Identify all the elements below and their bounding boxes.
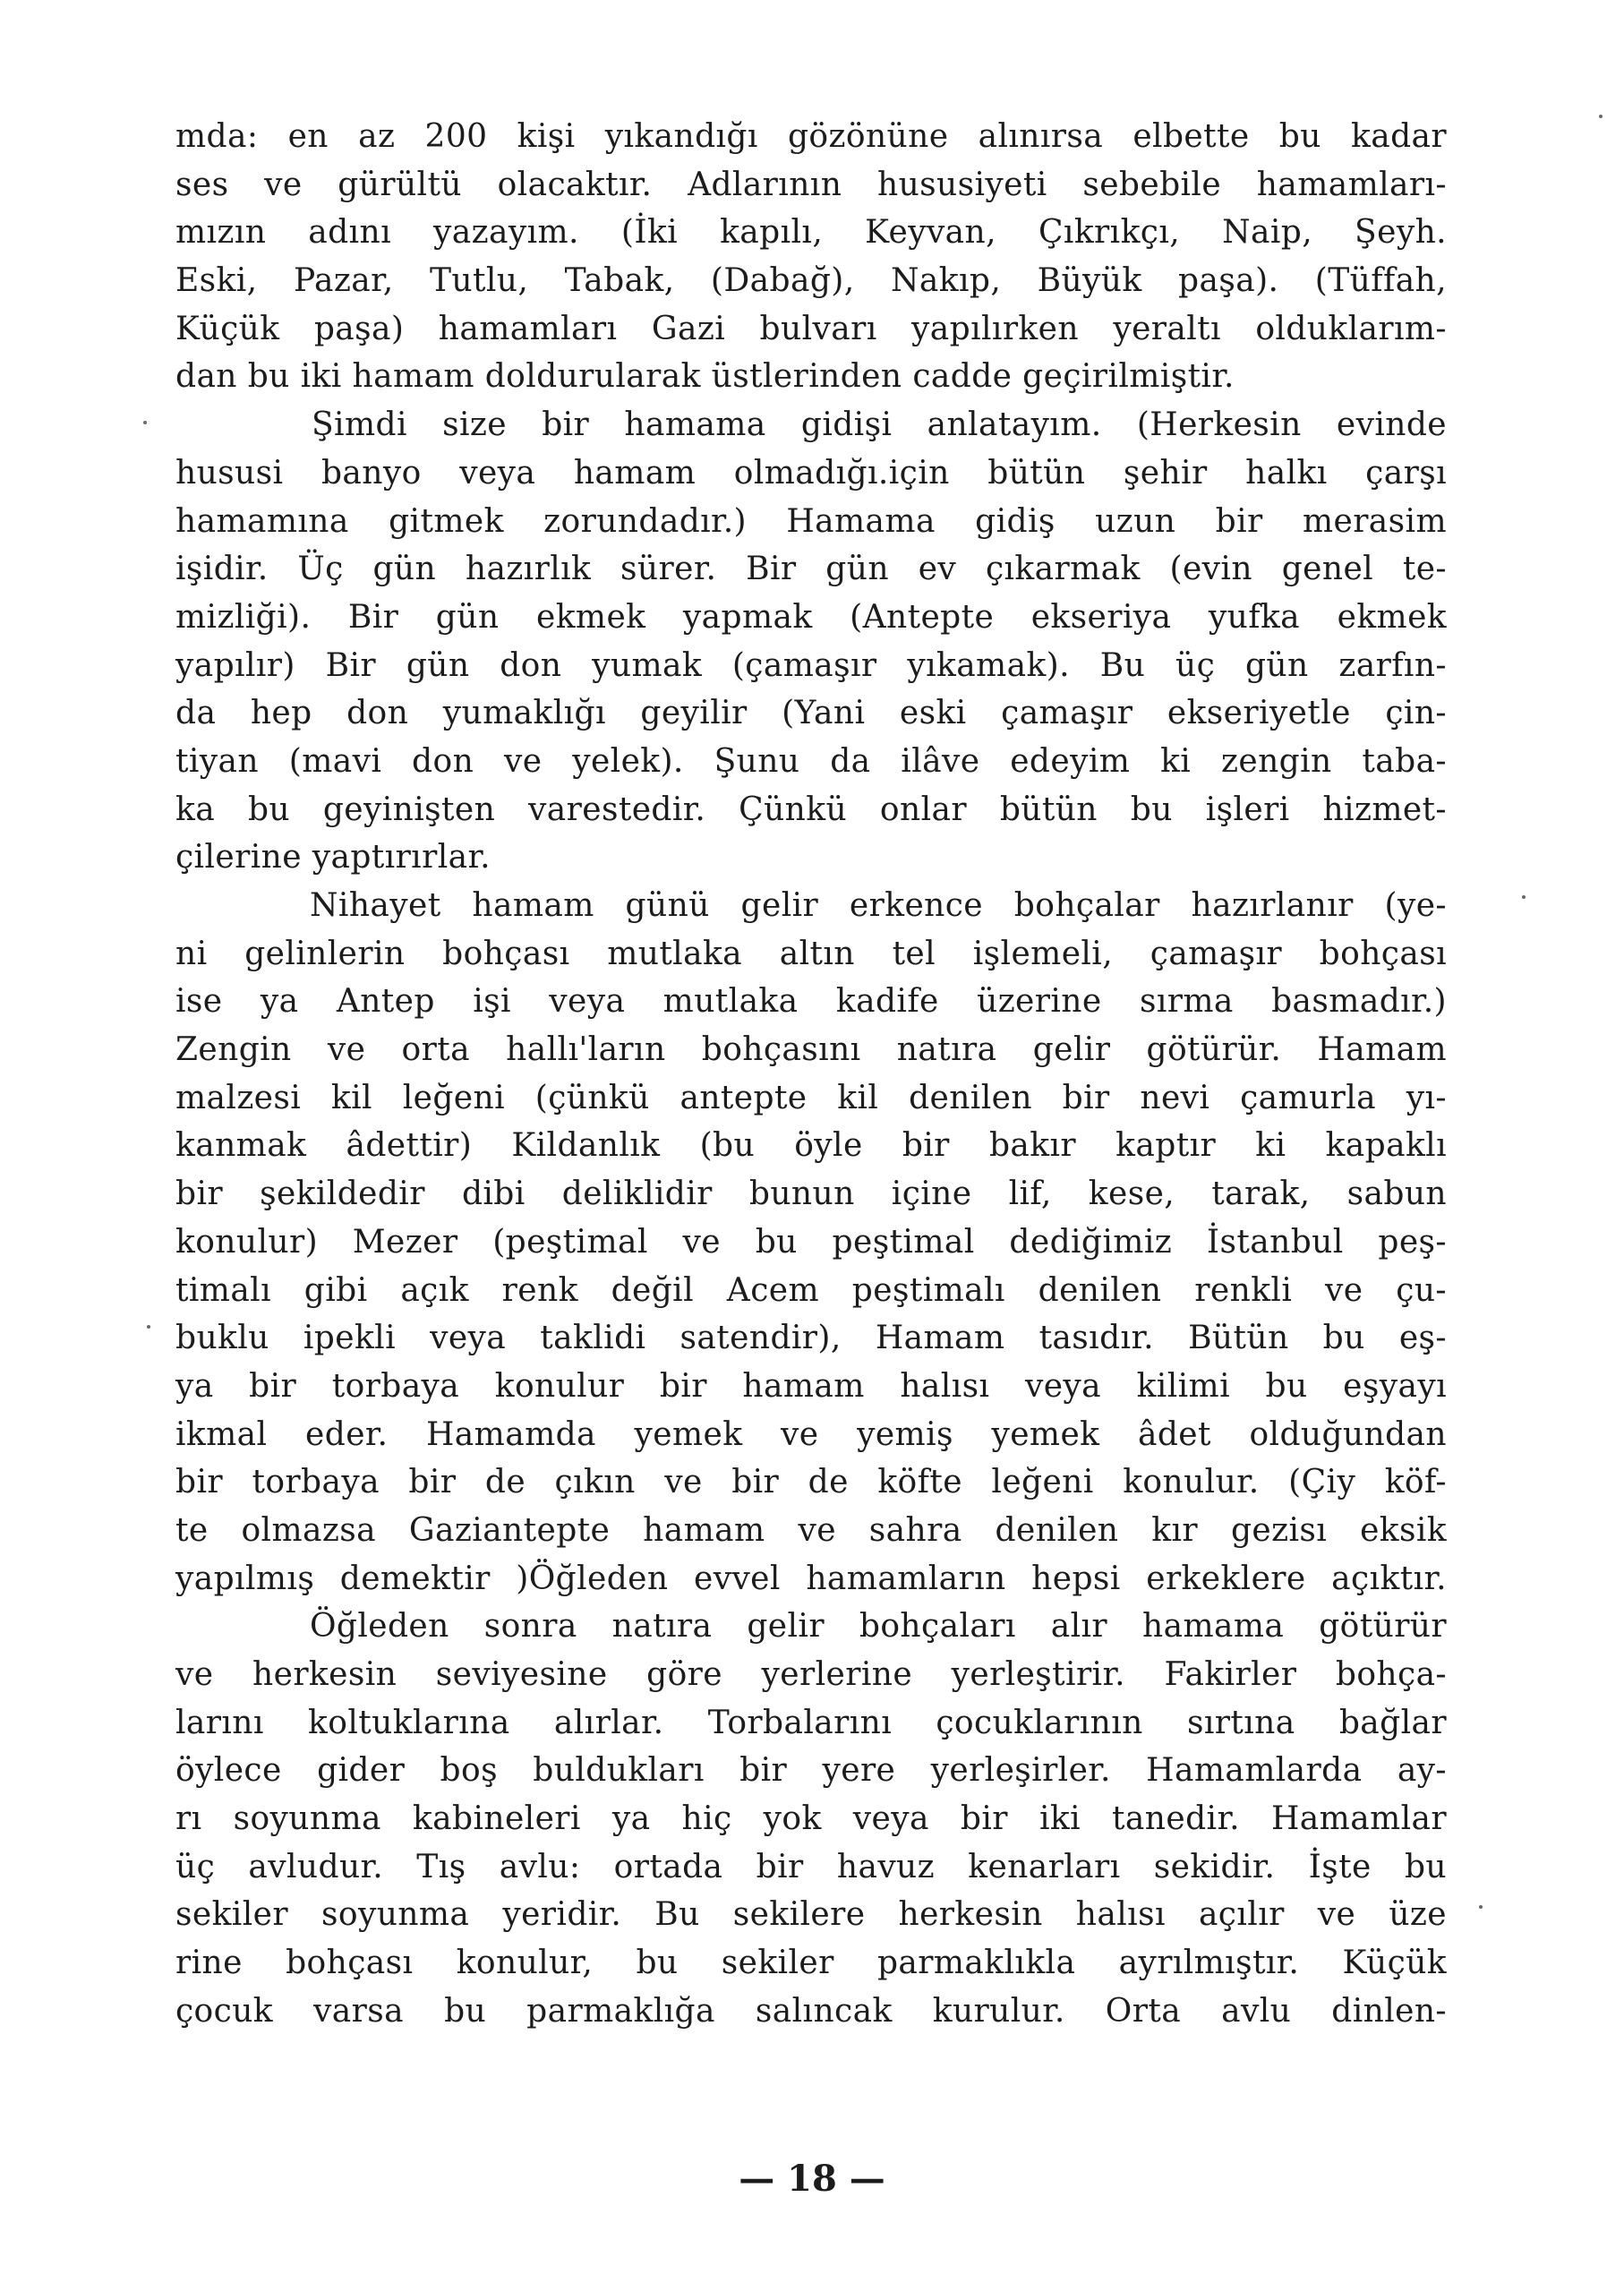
scan-speck [143,421,147,424]
page-number: — 18 — [739,2158,885,2200]
text-line: tiyan (mavi don ve yelek). Şunu da ilâve edeyim ki zengin taba- [175,742,1447,780]
scan-speck [1522,895,1526,899]
text-line: mda: en az 200 kişi yıkandığı gözönüne alınırsa elbette bu kadar [175,118,1447,155]
text-line: bir şekildedir dibi deliklidir bunun içine lif, kese, tarak, sabun [175,1175,1447,1213]
text-line: ka bu geyinişten varestedir. Çünkü onlar bütün bu işleri hizmet- [175,791,1447,828]
scan-speck [147,1325,150,1329]
text-line: konulur) Mezer (peştimal ve bu peştimal dediğimiz İstanbul peş- [175,1223,1447,1261]
text-line: rine bohçası konulur, bu sekiler parmaklıkla ayrılmıştır. Küçük [175,1945,1447,1982]
text-line: işidir. Üç gün hazırlık sürer. Bir gün ev çıkarmak (evin genel te- [175,551,1447,588]
scan-speck [1599,115,1603,118]
text-line: da hep don yumaklığı geyilir (Yani eski çamaşır ekseriyetle çin- [175,695,1447,732]
text-line: larını koltuklarına alırlar. Torbalarını çocuklarının sırtına bağlar [175,1704,1447,1741]
text-line: sekiler soyunma yeridir. Bu sekilere herkesin halısı açılır ve üze [175,1896,1447,1934]
text-line: Küçük paşa) hamamları Gazi bulvarı yapılırken yeraltı olduklarım- [175,310,1447,347]
text-line: hamamına gitmek zorundadır.) Hamama gidiş uzun bir merasim [175,502,1447,540]
text-line: malzesi kil leğeni (çünkü antepte kil denilen bir nevi çamurla yı- [175,1079,1447,1116]
text-line: kanmak âdettir) Kildanlık (bu öyle bir bakır kaptır ki kapaklı [175,1127,1447,1165]
text-line: ya bir torbaya konulur bir hamam halısı veya kilimi bu eşyayı [175,1367,1447,1405]
text-line: yapılmış demektir )Öğleden evvel hamamların hepsi erkeklere açıktır. [175,1560,1447,1597]
text-line: timalı gibi açık renk değil Acem peştimalı denilen renkli ve çu- [175,1271,1447,1309]
text-line: ise ya Antep işi veya mutlaka kadife üzerine sırma basmadır.) [175,983,1447,1021]
text-line: çilerine yaptırırlar. [175,839,491,876]
text-line: ni gelinlerin bohçası mutlaka altın tel işlemeli, çamaşır bohçası [175,935,1447,972]
text-line: Öğleden sonra natıra gelir bohçaları alır hamama götürür [310,1608,1447,1646]
text-line: Nihayet hamam günü gelir erkence bohçalar hazırlanır (ye- [310,887,1447,924]
text-line: Eski, Pazar, Tutlu, Tabak, (Dabağ), Nakıp, Büyük paşa). (Tüffah, [175,262,1447,300]
scan-speck [1479,1905,1483,1909]
body-text [175,113,1447,2036]
text-line: buklu ipekli veya taklidi satendir), Hamam tasıdır. Bütün bu eş- [175,1320,1447,1357]
text-line: çocuk varsa bu parmaklığa salıncak kurulur. Orta avlu dinlen- [175,1992,1447,2030]
text-line: te olmazsa Gaziantepte hamam ve sahra denilen kır gezisı eksik [175,1511,1447,1549]
text-line: Şimdi size bir hamama gidişi anlatayım. (Herkesin evinde [312,406,1447,444]
text-line: mizliği). Bir gün ekmek yapmak (Antepte ekseriya yufka ekmek [175,598,1447,636]
text-line: ve herkesin seviyesine göre yerlerine yerleştirir. Fakirler bohça- [175,1656,1447,1693]
text-line: hususi banyo veya hamam olmadığı.için bütün şehir halkı çarşı [175,454,1447,492]
text-line: öylece gider boş buldukları bir yere yerleşirler. Hamamlarda ay- [175,1752,1447,1790]
text-line: bir torbaya bir de çıkın ve bir de köfte leğeni konulur. (Çiy köf- [175,1464,1447,1501]
text-line: yapılır) Bir gün don yumak (çamaşır yıkamak). Bu üç gün zarfın- [175,646,1447,684]
text-line: ses ve gürültü olacaktır. Adlarının hususiyeti sebebile hamamları- [175,166,1447,203]
text-line: mızın adını yazayım. (İki kapılı, Keyvan, Çıkrıkçı, Naip, Şeyh. [175,214,1447,252]
text-line: üç avludur. Tış avlu: ortada bir havuz kenarları sekidir. İşte bu [175,1848,1447,1885]
text-line: Zengin ve orta hallı'ların bohçasını natıra gelir götürür. Hamam [175,1031,1447,1069]
text-line: rı soyunma kabineleri ya hiç yok veya bir iki tanedir. Hamamlar [175,1800,1447,1838]
text-line: dan bu iki hamam doldurularak üstlerinden cadde geçirilmiştir. [175,358,1235,396]
text-line: ikmal eder. Hamamda yemek ve yemiş yemek âdet olduğundan [175,1415,1447,1453]
